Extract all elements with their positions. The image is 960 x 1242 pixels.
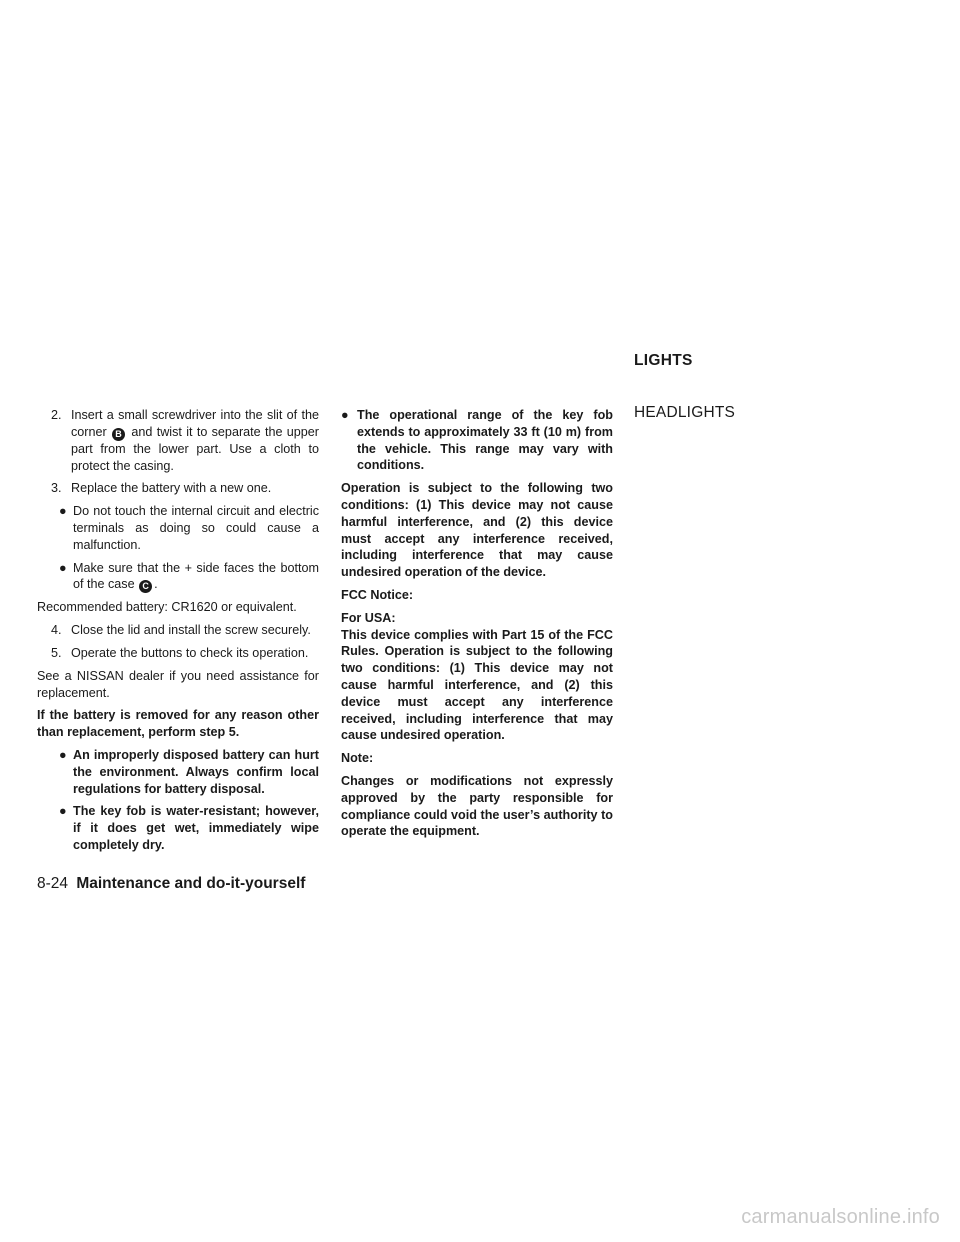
fcc-notice-heading: FCC Notice: <box>341 587 414 602</box>
warning-item <box>341 407 613 474</box>
fcc-usa-block <box>341 610 613 744</box>
bullet-text: Do not touch the internal circuit and electric terminals as doing so could cause a malfunction. <box>73 504 319 552</box>
step-number: 3. <box>51 481 62 496</box>
page-number: 8-24 <box>37 875 69 892</box>
recommended-battery: Recommended battery: CR1620 or equivalent. <box>37 600 297 615</box>
step-text: Insert a small screwdriver into the slit of the corner <box>71 408 319 439</box>
left-column <box>37 407 319 860</box>
bullet-item <box>37 560 319 594</box>
bullet-item <box>37 503 319 553</box>
middle-column <box>341 407 613 846</box>
chapter-title: Maintenance and do-it-yourself <box>76 875 306 892</box>
bullet-icon: ● <box>59 504 67 519</box>
bullet-text-end: . <box>154 577 158 592</box>
warning-item <box>37 747 319 797</box>
warning-text: The key fob is water-resistant; however, if it does get wet, immediately wipe completely dry. <box>73 804 319 852</box>
bullet-icon: ● <box>59 804 67 819</box>
warning-text: The operational range of the key fob extends to approximately 33 ft (10 m) from the vehicle. This range may vary with conditions. <box>357 408 613 473</box>
watermark: carmanualsonline.info <box>741 1206 940 1228</box>
bullet-icon: ● <box>59 560 67 575</box>
callout-marker-b: B <box>112 428 125 441</box>
note-heading: Note: <box>341 751 374 766</box>
callout-marker-c: C <box>139 580 152 593</box>
step-text: and twist it to separate the upper part from the lower part. Use a cloth to protect the casing. <box>71 424 320 473</box>
step-text: Close the lid and install the screw securely. <box>71 623 311 638</box>
warning-text: An improperly disposed battery can hurt the environment. Always confirm local regulations for battery disposal. <box>73 747 319 796</box>
step-5 <box>37 645 319 662</box>
bullet-icon: ● <box>59 747 67 762</box>
bullet-icon: ● <box>341 408 349 422</box>
battery-removed-note: If the battery is removed for any reason other than replacement, perform step 5. <box>37 708 319 740</box>
page-footer <box>37 875 305 893</box>
step-number: 5. <box>51 645 62 660</box>
step-4 <box>37 622 319 639</box>
section-title: LIGHTS <box>634 352 693 369</box>
step-text: Operate the buttons to check its operation. <box>71 645 309 660</box>
subsection-title: HEADLIGHTS <box>634 404 736 421</box>
step-2 <box>37 407 319 474</box>
step-3 <box>37 480 319 497</box>
warning-item <box>37 803 319 853</box>
dealer-note: See a NISSAN dealer if you need assistance for replacement. <box>37 668 319 700</box>
step-number: 4. <box>51 623 62 638</box>
usa-compliance-text: This device complies with Part 15 of the FCC Rules. Operation is subject to the following two conditions: (1) This device may not cause harmful interference, and (2) this device must accept any interference received, including interference that may cause undesired operation. <box>341 627 613 743</box>
step-text: Replace the battery with a new one. <box>71 481 272 496</box>
for-usa-heading: For USA: <box>341 610 396 625</box>
operation-conditions: Operation is subject to the following two conditions: (1) This device may not cause harmful interference, and (2) this device must accept any interference received, including interference that may cause undesired operation of the device. <box>341 481 613 580</box>
changes-warning: Changes or modifications not expressly approved by the party responsible for compliance could void the user’s authority to operate the equipment. <box>341 773 613 839</box>
step-number: 2. <box>51 408 62 422</box>
bullet-text: Make sure that the + side faces the bottom of the case <box>73 560 319 592</box>
